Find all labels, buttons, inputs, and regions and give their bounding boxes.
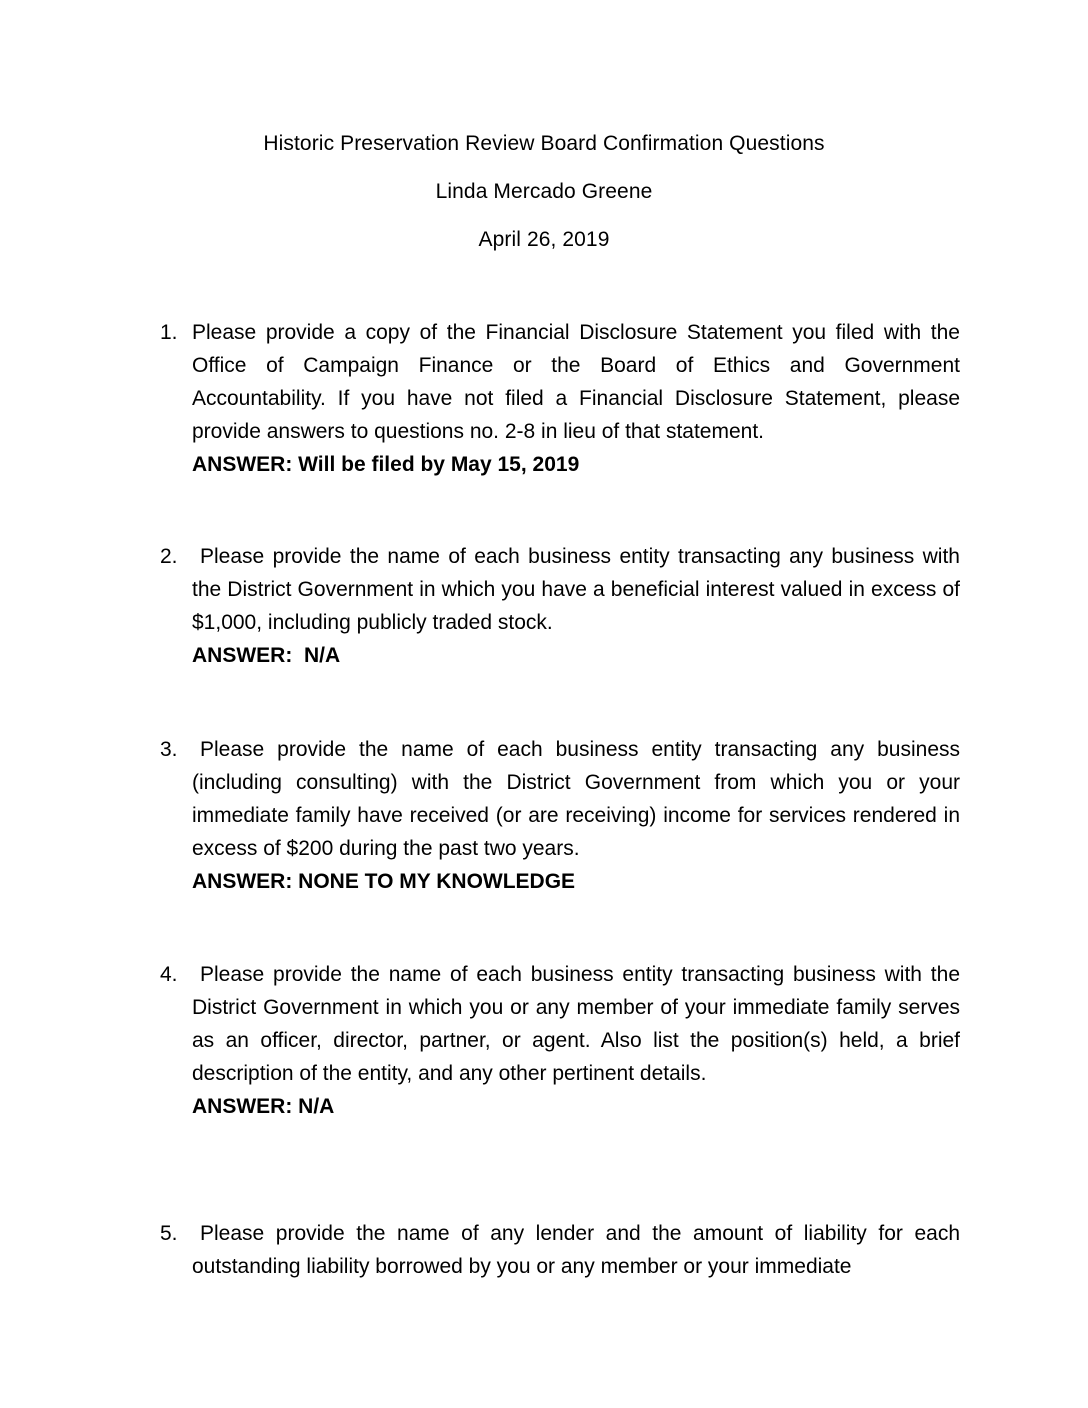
question-number: 3. (160, 738, 178, 761)
question-item (192, 540, 960, 672)
question-text: Please provide the name of each business entity transacting any business (including consulting) with the District Government from which you or your immediate family have received (or are receiving) income for services rendered in excess of $200 during the past two years. (192, 738, 960, 860)
answer-text: ANSWER: N/A (192, 644, 341, 667)
question-text: Please provide the name of each business entity transacting any business with the District Government in which you have a beneficial interest valued in excess of $1,000, including publicly traded stock. (192, 545, 960, 634)
answer-text: ANSWER: NONE TO MY KNOWLEDGE (192, 870, 576, 893)
document-date: April 26, 2019 (478, 228, 610, 251)
question-item (192, 316, 960, 481)
answer-text: ANSWER: Will be filed by May 15, 2019 (192, 453, 580, 476)
question-text: Please provide a copy of the Financial Disclosure Statement you filed with the Office of Campaign Finance or the Board of Ethics and Government Accountability. If you have not filed a Financial Disclosure Statement, please provide answers to questions no. 2-8 in lieu of that statement. (192, 321, 960, 443)
question-item (192, 958, 960, 1123)
question-text: Please provide the name of any lender and the amount of liability for each outstanding liability borrowed by you or any member or your immediate (192, 1222, 960, 1278)
document-title: Historic Preservation Review Board Confirmation Questions (263, 132, 825, 155)
question-number: 5. (160, 1222, 178, 1245)
question-item (192, 1217, 960, 1283)
answer-text: ANSWER: N/A (192, 1095, 335, 1118)
question-number: 4. (160, 963, 178, 986)
question-number: 2. (160, 545, 178, 568)
question-item (192, 733, 960, 898)
question-text: Please provide the name of each business entity transacting business with the District Government in which you or any member of your immediate family serves as an officer, director, partner, or agent. Also list the position(s) held, a brief description of the entity, and any other pertinent details. (192, 963, 960, 1085)
nominee-name: Linda Mercado Greene (435, 180, 653, 203)
question-number: 1. (160, 321, 178, 344)
